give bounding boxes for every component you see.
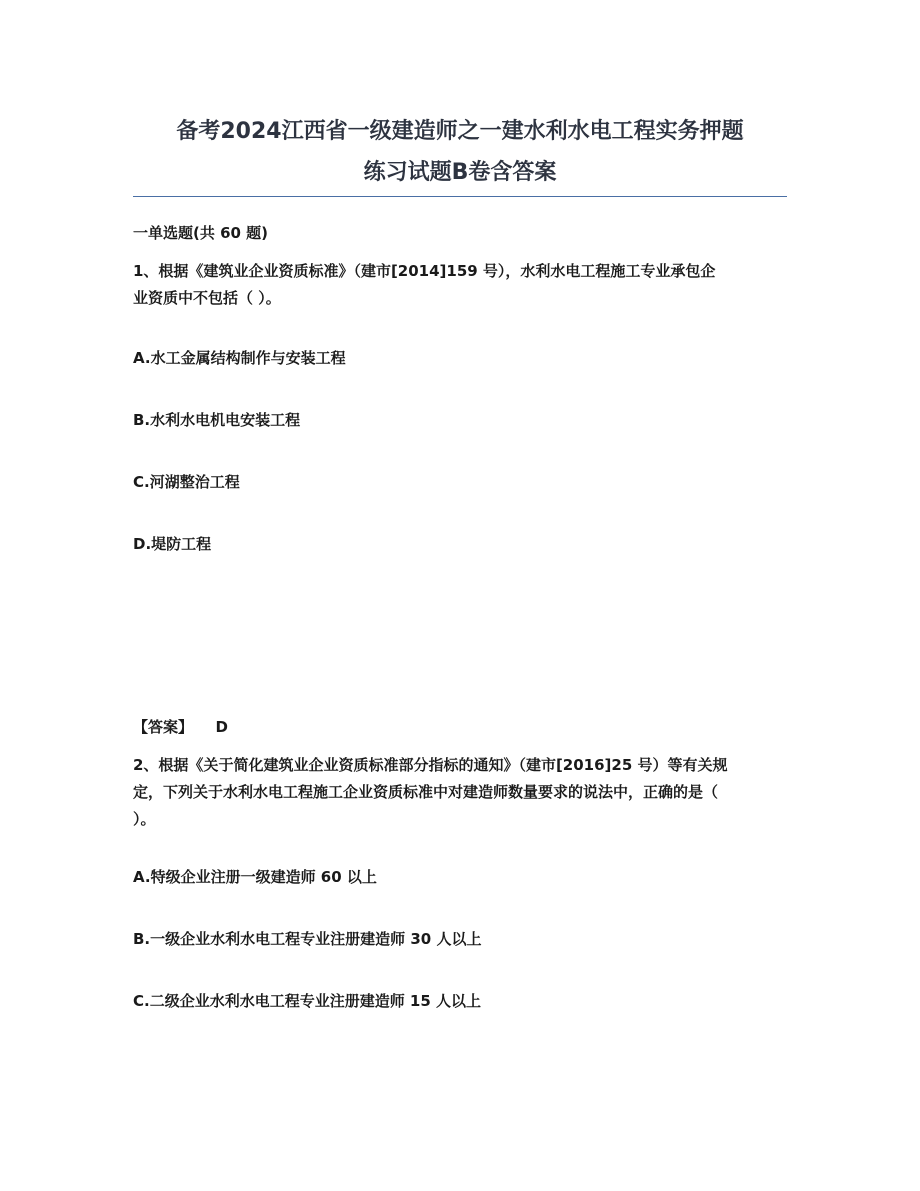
question-2-option-a: A.特级企业注册一级建造师 60 以上 [133,868,377,886]
question-2-stem-line-2: 定，下列关于水利水电工程施工企业资质标准中对建造师数量要求的说法中，正确的是（ [133,783,719,801]
title-divider [133,196,787,197]
question-2-stem-line-3: ）。 [133,810,156,828]
section-heading: 一单选题(共 60 题) [133,224,269,242]
document-title-line-1: 备考2024江西省一级建造师之一建水利水电工程实务押题 [176,119,744,144]
question-1-stem-line-1: 1、根据《建筑业企业资质标准》（建市[2014]159 号），水利水电工程施工专业承包企 [133,262,716,280]
question-1-option-a: A.水工金属结构制作与安装工程 [133,349,346,367]
question-1-answer [133,716,228,738]
answer-label: 【答案】 [133,718,194,736]
answer-value: D [215,718,228,736]
question-1-option-c: C.河湖整治工程 [133,473,240,491]
question-2-option-c: C.二级企业水利水电工程专业注册建造师 15 人以上 [133,992,482,1010]
question-2-stem-line-1: 2、根据《关于简化建筑业企业资质标准部分指标的通知》（建市[2016]25 号）等有关规 [133,756,728,774]
question-1-option-b: B.水利水电机电安装工程 [133,411,301,429]
document-title-line-2: 练习试题B卷含答案 [363,160,557,185]
question-1-option-d: D.堤防工程 [133,535,212,553]
question-1-stem-line-2: 业资质中不包括（ ）。 [133,289,281,307]
question-2-option-b: B.一级企业水利水电工程专业注册建造师 30 人以上 [133,930,482,948]
